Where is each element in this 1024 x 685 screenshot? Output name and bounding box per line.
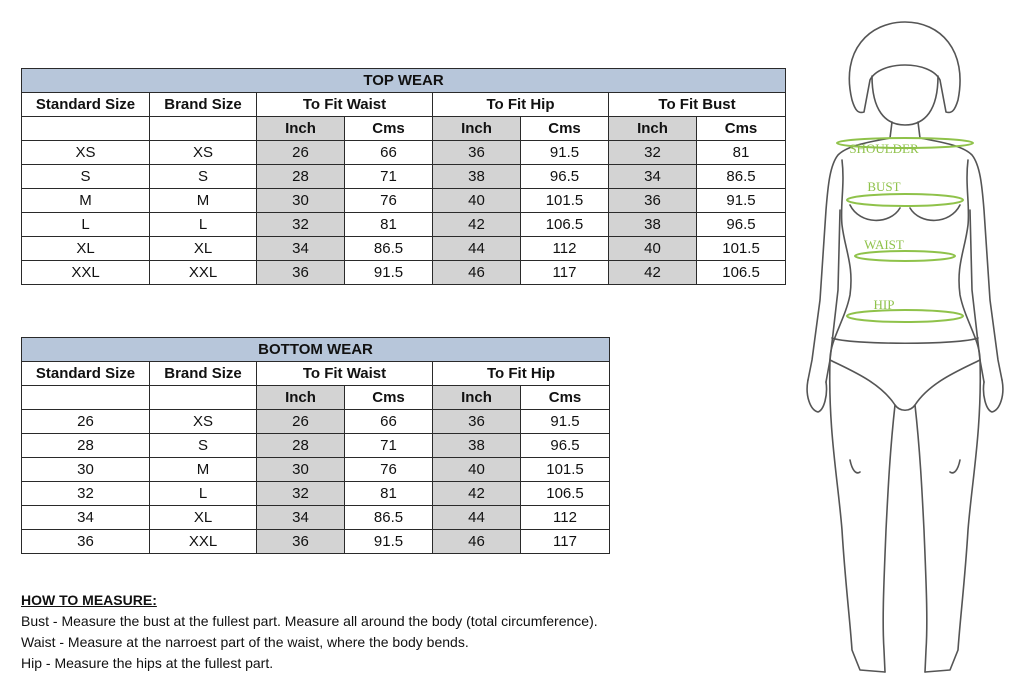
table-cell: XL [22, 237, 150, 261]
table-cell: 32 [609, 141, 697, 165]
table-cell: XS [150, 410, 257, 434]
table-cell: 34 [257, 506, 345, 530]
top-wear-table [21, 68, 786, 285]
table-row [22, 189, 786, 213]
table-cell: 81 [345, 482, 433, 506]
unit-inch: Inch [433, 386, 521, 410]
table-cell: 106.5 [521, 213, 609, 237]
bust-instruction: Bust - Measure the bust at the fullest part. Measure all around the body (total circumference). [21, 613, 598, 629]
blank-cell [150, 386, 257, 410]
table-row [22, 237, 786, 261]
table-cell: 44 [433, 237, 521, 261]
table-cell: XS [150, 141, 257, 165]
table-row [22, 434, 610, 458]
table-cell: XXL [150, 530, 257, 554]
bottom-wear-title: BOTTOM WEAR [22, 338, 610, 362]
table-cell: 86.5 [697, 165, 786, 189]
header-brand-size: Brand Size [150, 362, 257, 386]
table-cell: 42 [433, 213, 521, 237]
unit-cms: Cms [345, 386, 433, 410]
table-cell: 71 [345, 434, 433, 458]
table-cell: 30 [22, 458, 150, 482]
table-cell: 30 [257, 189, 345, 213]
table-cell: 36 [257, 530, 345, 554]
table-cell: 40 [433, 458, 521, 482]
top-wear-title: TOP WEAR [22, 69, 786, 93]
table-cell: 76 [345, 458, 433, 482]
table-cell: 46 [433, 530, 521, 554]
table-cell: 91.5 [521, 410, 610, 434]
hip-instruction: Hip - Measure the hips at the fullest part. [21, 655, 274, 671]
table-cell: 44 [433, 506, 521, 530]
table-row [22, 410, 610, 434]
table-cell: 28 [257, 434, 345, 458]
unit-inch: Inch [609, 117, 697, 141]
blank-cell [150, 117, 257, 141]
table-cell: 36 [22, 530, 150, 554]
hip-label: HIP [873, 297, 895, 312]
unit-cms: Cms [521, 386, 610, 410]
table-cell: 34 [22, 506, 150, 530]
waist-label: WAIST [864, 237, 904, 252]
how-to-measure [21, 590, 781, 674]
table-cell: 36 [609, 189, 697, 213]
table-cell: 81 [697, 141, 786, 165]
table-cell: 32 [257, 482, 345, 506]
table-cell: 36 [433, 410, 521, 434]
unit-cms: Cms [521, 117, 609, 141]
header-to-fit-hip: To Fit Hip [433, 362, 610, 386]
table-row [22, 165, 786, 189]
hip-line [847, 310, 963, 322]
bust-label: BUST [867, 179, 901, 194]
table-cell: 106.5 [521, 482, 610, 506]
table-cell: 112 [521, 237, 609, 261]
table-cell: 40 [609, 237, 697, 261]
unit-inch: Inch [257, 117, 345, 141]
unit-inch: Inch [257, 386, 345, 410]
table-cell: 26 [22, 410, 150, 434]
unit-cms: Cms [345, 117, 433, 141]
bust-line [847, 194, 963, 206]
table-cell: M [150, 458, 257, 482]
unit-inch: Inch [433, 117, 521, 141]
header-to-fit-hip: To Fit Hip [433, 93, 609, 117]
header-standard-size: Standard Size [22, 93, 150, 117]
table-cell: 38 [609, 213, 697, 237]
table-cell: 38 [433, 434, 521, 458]
table-cell: 32 [22, 482, 150, 506]
table-cell: XS [22, 141, 150, 165]
table-cell: 66 [345, 141, 433, 165]
table-cell: 26 [257, 141, 345, 165]
table-cell: 28 [257, 165, 345, 189]
table-cell: 66 [345, 410, 433, 434]
table-row [22, 213, 786, 237]
table-cell: S [150, 434, 257, 458]
table-cell: 86.5 [345, 506, 433, 530]
table-cell: 34 [257, 237, 345, 261]
table-cell: 32 [257, 213, 345, 237]
header-standard-size: Standard Size [22, 362, 150, 386]
table-cell: XL [150, 506, 257, 530]
table-row [22, 482, 610, 506]
table-cell: 28 [22, 434, 150, 458]
shoulder-label: SHOULDER [849, 141, 919, 156]
table-cell: 91.5 [345, 261, 433, 285]
waist-instruction: Waist - Measure at the narroest part of the waist, where the body bends. [21, 634, 469, 650]
table-cell: L [150, 482, 257, 506]
table-cell: 36 [257, 261, 345, 285]
blank-cell [22, 117, 150, 141]
table-cell: 30 [257, 458, 345, 482]
table-cell: S [22, 165, 150, 189]
header-brand-size: Brand Size [150, 93, 257, 117]
table-cell: 101.5 [521, 189, 609, 213]
header-to-fit-waist: To Fit Waist [257, 362, 433, 386]
table-cell: 91.5 [697, 189, 786, 213]
table-cell: 34 [609, 165, 697, 189]
table-cell: 81 [345, 213, 433, 237]
table-cell: 38 [433, 165, 521, 189]
table-cell: S [150, 165, 257, 189]
table-cell: 96.5 [697, 213, 786, 237]
unit-cms: Cms [697, 117, 786, 141]
table-cell: 86.5 [345, 237, 433, 261]
bottom-wear-table [21, 337, 610, 554]
waist-line [855, 251, 955, 261]
table-cell: 112 [521, 506, 610, 530]
table-row [22, 261, 786, 285]
table-row [22, 458, 610, 482]
table-cell: 117 [521, 530, 610, 554]
table-cell: 42 [609, 261, 697, 285]
table-cell: 26 [257, 410, 345, 434]
table-cell: 117 [521, 261, 609, 285]
table-cell: 96.5 [521, 434, 610, 458]
table-cell: XL [150, 237, 257, 261]
body-figure [790, 10, 1020, 680]
table-cell: 46 [433, 261, 521, 285]
table-cell: M [150, 189, 257, 213]
table-cell: 101.5 [697, 237, 786, 261]
how-to-measure-heading: HOW TO MEASURE: [21, 592, 157, 608]
table-cell: L [150, 213, 257, 237]
table-cell: 101.5 [521, 458, 610, 482]
table-cell: 40 [433, 189, 521, 213]
table-cell: 36 [433, 141, 521, 165]
table-cell: 71 [345, 165, 433, 189]
header-to-fit-waist: To Fit Waist [257, 93, 433, 117]
table-cell: XXL [22, 261, 150, 285]
table-cell: 91.5 [345, 530, 433, 554]
table-cell: 76 [345, 189, 433, 213]
table-cell: 91.5 [521, 141, 609, 165]
table-cell: 42 [433, 482, 521, 506]
table-row [22, 141, 786, 165]
body-outline-illustration [790, 10, 1020, 680]
header-to-fit-bust: To Fit Bust [609, 93, 786, 117]
table-row [22, 530, 610, 554]
table-cell: 106.5 [697, 261, 786, 285]
table-cell: M [22, 189, 150, 213]
table-cell: 96.5 [521, 165, 609, 189]
table-row [22, 506, 610, 530]
table-cell: XXL [150, 261, 257, 285]
table-cell: L [22, 213, 150, 237]
blank-cell [22, 386, 150, 410]
